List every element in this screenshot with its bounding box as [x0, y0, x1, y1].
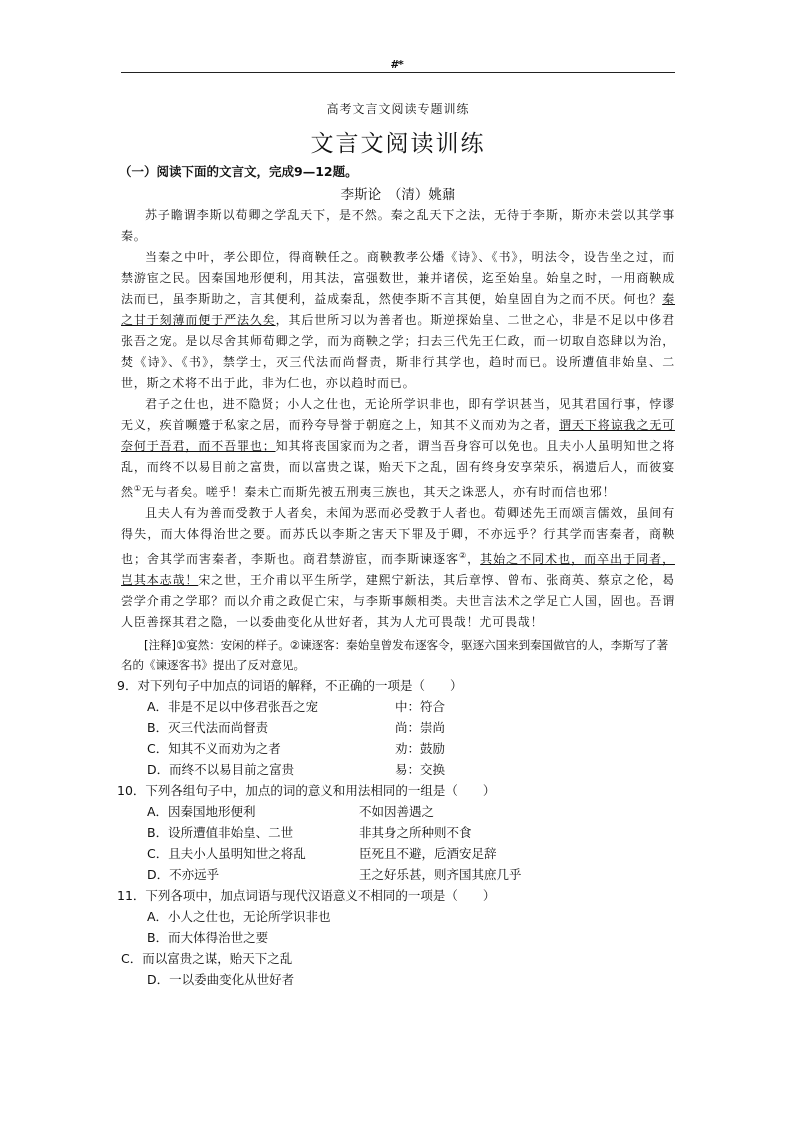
option-compare: 臣死且不避，卮酒安足辞 [359, 846, 497, 861]
question-stem: 9．对下列句子中加点的词语的解释，不正确的一项是（ ） [117, 678, 463, 693]
option-sentence: B．而大体得治世之要 [147, 930, 269, 945]
option-sentence: C．而以富贵之谋，贻天下之乱 [121, 951, 293, 966]
paragraph-4-text-c: 宋之世，王介甫以平生所学，建熙宁新法，其后章惇、曾布、张商英、蔡京之伦，曷尝学介甫之学耶？而以介甫之政促亡宋，与李斯事颇相类。夫世言法术之学足亡人国，固也。吾谓人臣善探其君之隐，一以委曲变化从世好者，其为人尤可畏哉！尤可畏哉！ [121, 573, 675, 629]
paragraph-4 [121, 503, 675, 633]
paragraph-2-text-a: 当秦之中叶，孝公即位，得商鞅任之。商鞅教孝公燔《诗》、《书》，明法令，设告坐之过，而禁游宦之民。因秦国地形便利，用其法，富强数世，兼并诸侯，迄至始皇。始皇之时，一用商鞅成法而已，虽李斯助之，言其便利，益成秦乱，然使李斯不言其便，始皇固自为之而不厌。何也？ [121, 250, 675, 306]
option-row [147, 843, 675, 864]
paragraph-1-text: 苏子瞻谓李斯以荀卿之学乱天下，是不然。秦之乱天下之法，无待于李斯，斯亦未尝以其学事秦。 [121, 208, 675, 243]
section-heading: （一）阅读下面的文言文，完成9—12题。 [119, 164, 358, 179]
document-title: 文言文阅读训练 [310, 131, 486, 157]
paragraph-2-text-b: ，其后世所习以为善者也。斯逆探始皇、二世之心，非是不足以中侈君张吾之宠。是以尽舍其师荀卿之学，而为商鞅之学；扫去三代先王仁政，而一切取自恣肆以为治，焚《诗》、《书》，禁学士，灭三代法而尚督责，斯非行其学也，趋时而已。设所遭值非始皇、二世，斯之术将不出于此，非为仁也，亦以趋时而已。 [121, 313, 675, 390]
option-sentence: A．非是不足以中侈君张吾之宠 [147, 699, 319, 714]
header-rule [121, 72, 675, 73]
document-subtitle: 高考文言文阅读专题训练 [326, 102, 470, 116]
footnote-ref-2: ② [459, 551, 468, 560]
question-stem: 11．下列各项中，加点词语与现代汉语意义不相同的一项是（ ） [117, 888, 496, 903]
option-sentence: B．设所遭值非始皇、二世 [147, 825, 294, 840]
option-row [121, 948, 675, 969]
paragraph-1 [121, 205, 675, 247]
option-sentence: D．而终不以易目前之富贵 [147, 762, 295, 777]
option-sentence: D．不亦远乎 [147, 867, 220, 882]
footnote-ref-1: ① [133, 484, 142, 493]
question-11 [117, 885, 675, 990]
question-stem: 10．下列各组句子中，加点的词的意义和用法相同的一组是（ ） [117, 783, 496, 798]
article-title: 李斯论 （清）姚鼐 [340, 187, 456, 203]
option-compare: 非其身之所种则不食 [359, 825, 472, 840]
question-10 [117, 780, 675, 885]
option-sentence: D．一以委曲变化从世好者 [147, 972, 295, 987]
question-9 [117, 675, 675, 780]
option-sentence: C．知其不义而劝为之者 [147, 741, 281, 756]
paragraph-4-underlined: 其始之不同术也，而卒出于同者，岂其本志哉！ [121, 552, 675, 587]
option-row [147, 738, 675, 759]
option-sentence: A．因秦国地形便利 [147, 804, 256, 819]
option-row [147, 717, 675, 738]
option-sentence: A．小人之仕也，无论所学识非也 [147, 909, 331, 924]
paragraph-3-text-b: 知其将丧国家而为之者，谓当吾身容可以免也。且夫小人虽明知世之将乱，而终不以易目前之富贵，而以富贵之谋，贻天下之乱，固有终身安享荣乐，祸遗后人，而彼宴然 [121, 439, 675, 499]
paragraph-4-text-a: 且夫人有为善而受教于人者矣，未闻为恶而必受教于人者也。荀卿述先王而颂言儒效，虽间有得失，而大体得治世之要。而苏氏以李斯之害天下罪及于卿，不亦远乎？行其学而害秦者，商鞅也；舍其学而害秦者，李斯也。商君禁游宦，而李斯谏逐客 [121, 506, 675, 566]
option-sentence: C．且夫小人虽明知世之将乱 [147, 846, 306, 861]
option-row [147, 696, 675, 717]
option-row [147, 969, 675, 990]
option-gloss: 易：交换 [395, 762, 446, 777]
option-gloss: 尚：崇尚 [395, 720, 446, 735]
paragraph-3 [121, 394, 675, 503]
paragraph-3-text-c: 无与者矣。嗟乎！秦未亡而斯先被五刑夷三族也，其天之诛恶人，亦有时而信也邪！ [141, 485, 616, 499]
paragraph-2 [121, 247, 675, 394]
page-header-mark: #* [390, 58, 404, 71]
option-gloss: 劝：鼓励 [395, 741, 446, 756]
paragraph-4-text-b: ， [467, 552, 481, 566]
option-compare: 王之好乐甚，则齐国其庶几乎 [359, 867, 522, 882]
option-row [147, 822, 675, 843]
paragraph-3-underlined: 谓天下将谅我之无可奈何于吾君，而不吾罪也； [121, 418, 676, 453]
option-row [147, 906, 675, 927]
paragraph-2-underlined: 秦之甘于刻薄而便于严法久矣 [121, 292, 675, 327]
option-sentence: B．灭三代法而尚督责 [147, 720, 269, 735]
annotation-note: [注释]①宴然：安闲的样子。②谏逐客：秦始皇曾发布逐客令，驱逐六国来到秦国做官的人，李斯写了著名的《谏逐客书》提出了反对意见。 [121, 638, 669, 672]
option-row [147, 927, 675, 948]
document-page [117, 96, 676, 990]
option-row [147, 759, 675, 780]
paragraph-3-text-a: 君子之仕也，进不隐贤；小人之仕也，无论所学识非也，即有学识甚当，见其君国行事，悖谬无义，疾首嚬蹙于私家之居，而矜夸导誉于朝庭之上，知其不义而劝为之者， [121, 397, 675, 432]
option-compare: 不如因善遇之 [359, 804, 435, 819]
option-row [147, 864, 675, 885]
option-gloss: 中：符合 [395, 699, 446, 714]
option-row [147, 801, 675, 822]
